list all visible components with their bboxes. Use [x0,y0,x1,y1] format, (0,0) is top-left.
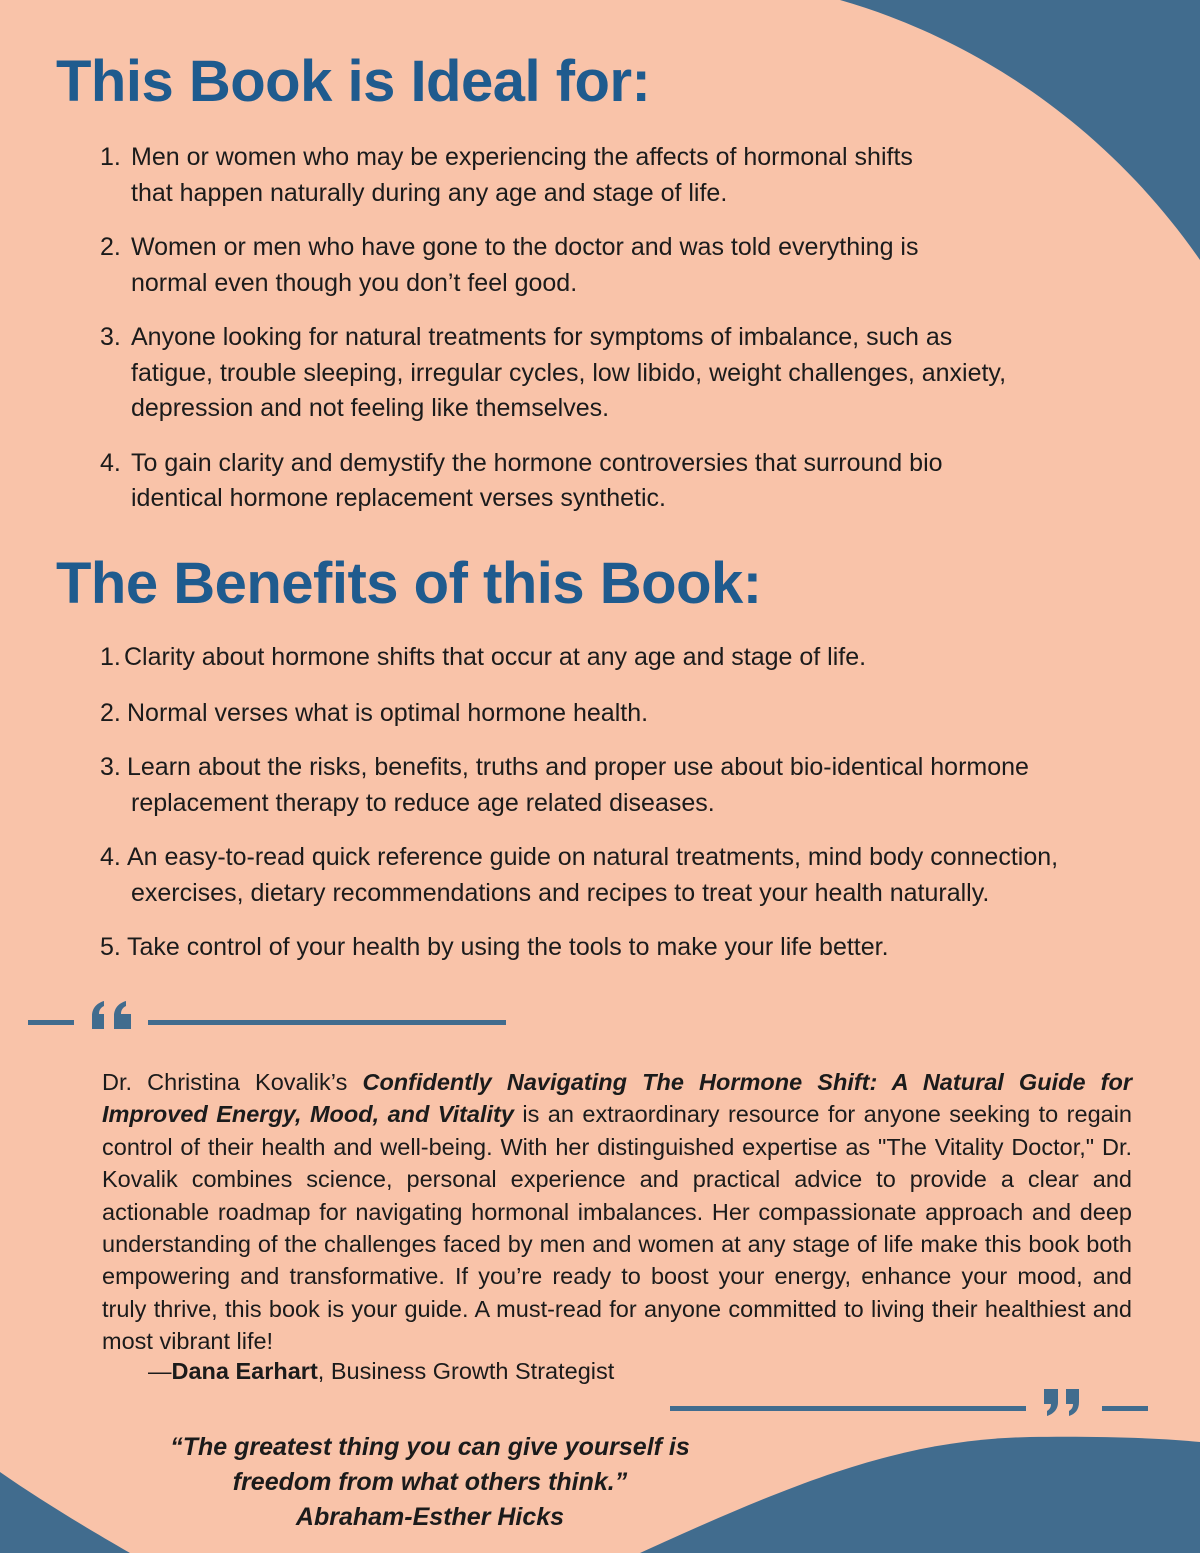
list-item [100,640,1058,676]
item-text: Women or men who have gone to the doctor and was told everything is [131,233,919,261]
item-number: 2. [100,233,121,261]
item-text: To gain clarity and demystify the hormone controversies that surround bio [131,448,943,477]
item-text: Clarity about hormone shifts that occur at any age and stage of life. [124,643,867,671]
testimonial-intro: Dr. Christina Kovalik’s [102,1069,363,1095]
closing-quote-line: freedom from what others think.” [232,1468,628,1496]
item-text: Learn about the risks, benefits, truths and proper use about bio-identical hormone [127,753,1029,781]
testimonial-body: is an extraordinary resource for anyone seeking to regain control of their health and well-being. With her distinguished expertise as "The Vitality Doctor," Dr. Kovalik combines science, personal experience and practical advice to provide a clear and actionable roadmap for navigating hormonal imbalances. Her compassionate approach and deep understanding of the challenges faced by men and women at any stage of life make this book both empowering and transformative. If you’re ready to boost your energy, enhance your mood, and truly thrive, this book is your guide. A must-read for anyone committed to living their healthiest and most vibrant life! [102,1101,1132,1355]
item-text: normal even though you don’t feel good. [131,268,578,297]
divider-line [1102,1406,1148,1411]
item-text: Anyone looking for natural treatments for symptoms of imbalance, such as [131,323,953,351]
testimonial-text [102,1066,1132,1358]
divider-line [148,1020,506,1025]
item-number: 1. [100,143,121,171]
list-item [100,140,1006,211]
attribution-dash: — [148,1358,172,1384]
item-text: fatigue, trouble sleeping, irregular cycles, low libido, weight challenges, anxiety, [131,358,1007,387]
item-text: that happen naturally during any age and stage of life. [131,178,728,207]
item-text: identical hormone replacement verses synthetic. [131,484,666,512]
open-quote-icon [92,1001,131,1029]
ideal-for-heading: This Book is Ideal for: [56,49,651,114]
testimonial-author: Dana Earhart [171,1358,318,1384]
item-number: 5. [100,933,121,961]
closing-quote-line: “The greatest thing you can give yourself is [170,1433,690,1461]
bottom-left-wave [0,1472,130,1553]
item-text: replacement therapy to reduce age related diseases. [131,788,715,817]
ideal-for-list [100,140,1006,517]
closing-quote [130,1430,730,1535]
item-text: Normal verses what is optimal hormone health. [127,698,649,727]
list-item [100,930,1058,966]
list-item [100,750,1058,821]
benefits-heading: The Benefits of this Book: [56,551,762,616]
testimonial-attribution [148,1358,614,1385]
item-number: 3. [100,753,121,781]
list-item [100,446,1006,517]
item-number: 3. [100,323,121,351]
item-number: 4. [100,843,121,871]
item-text: depression and not feeling like themselves. [131,394,610,422]
item-number: 1. [100,643,121,671]
list-item [100,230,1006,301]
close-quote-icon [1044,1389,1079,1416]
book-title: Confidently Navigating The Hormone Shift: A Natural Guide for Improved Energy, Mood, and Vitality [102,1069,1132,1128]
divider-line [670,1406,1026,1411]
item-text: Men or women who may be experiencing the affects of hormonal shifts [131,143,913,171]
divider-line [28,1020,74,1025]
item-number: 4. [100,448,121,477]
list-item [100,320,1006,427]
item-text: An easy-to-read quick reference guide on natural treatments, mind body connection, [127,843,1059,871]
list-item [100,696,1058,732]
benefits-list [100,640,1058,966]
item-text: exercises, dietary recommendations and recipes to treat your health naturally. [131,878,990,907]
testimonial-role: , Business Growth Strategist [317,1358,615,1384]
item-number: 2. [100,698,121,727]
item-text: Take control of your health by using the tools to make your life better. [127,933,889,961]
closing-quote-author: Abraham-Esther Hicks [295,1503,565,1531]
list-item [100,840,1058,911]
